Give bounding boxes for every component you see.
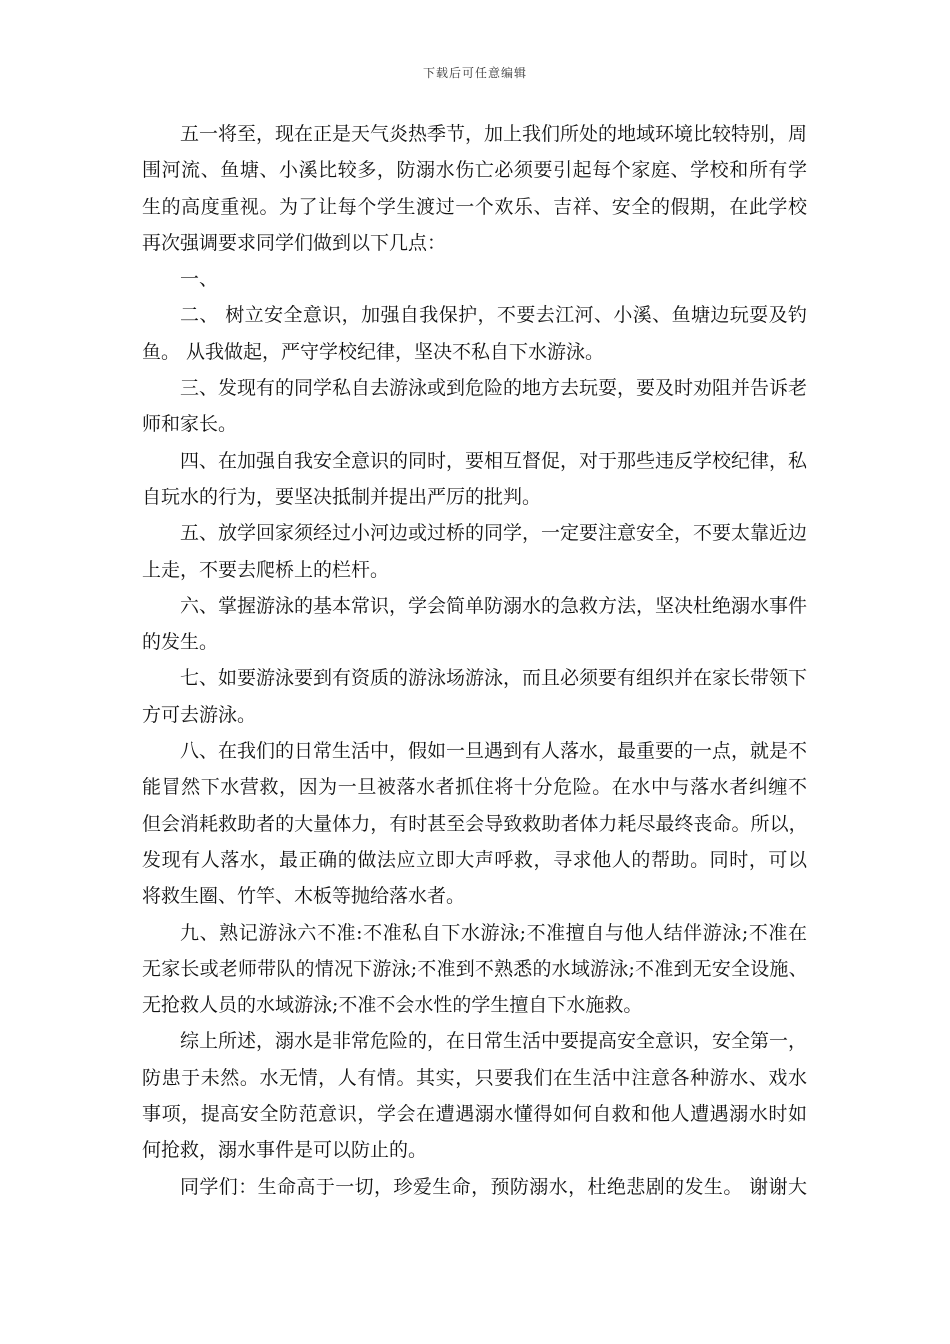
text-line: 五一将至，现在正是天气炎热季节，加上我们所处的地域环境比较特别，周 [180,123,808,145]
text-line: 的发生。 [142,631,219,654]
text-line: 将救生圈、竹竿、木板等抛给落水者。 [142,885,466,908]
text-line: 三、发现有的同学私自去游泳或到危险的地方去玩耍，要及时劝阻并告诉老 [180,377,808,400]
text-line: 八、在我们的日常生活中，假如一旦遇到有人落水，最重要的一点，就是不 [180,740,808,763]
text-line: 防患于未然。水无情，人有情。其实，只要我们在生活中注意各种游水、戏水 [142,1066,807,1089]
page-header: 下载后可任意编辑 [422,66,527,80]
text-line: 自玩水的行为，要坚决抵制并提出严厉的批判。 [142,485,542,508]
text-line: 四、在加强自我安全意识的同时，要相互督促，对于那些违反学校纪律，私 [180,449,808,472]
text-line: 事项，提高安全防范意识，学会在遭遇溺水懂得如何自救和他人遭遇溺水时如 [142,1103,807,1126]
text-line: 无家长或老师带队的情况下游泳;不准到不熟悉的水域游泳;不准到无安全设施、 [142,957,807,980]
text-line: 方可去游泳。 [142,703,257,726]
text-line: 鱼。 从我做起，严守学校纪律，坚决不私自下水游泳。 [142,340,605,363]
paragraph-intro [142,116,807,261]
text-line: 六、掌握游泳的基本常识，学会简单防溺水的急救方法，坚决杜绝溺水事件 [180,594,808,617]
text-line: 师和家长。 [142,413,238,436]
document-body [142,116,807,1205]
text-line: 上走，不要去爬桥上的栏杆。 [142,558,390,581]
text-line: 一、 [180,268,219,291]
text-line: 生的高度重视。为了让每个学生渡过一个欢乐、吉祥、安全的假期，在此学校 [142,195,807,218]
paragraph-item-7 [142,660,807,733]
text-line: 发现有人落水，最正确的做法应立即大声呼救，寻求他人的帮助。同时，可以 [142,848,807,871]
text-line: 无抢救人员的水域游泳;不准不会水性的学生擅自下水施救。 [142,994,643,1017]
text-line: 何抢救，溺水事件是可以防止的。 [142,1139,428,1162]
text-line: 再次强调要求同学们做到以下几点： [142,231,447,254]
text-line: 五、放学回家须经过小河边或过桥的同学，一定要注意安全，不要太靠近边 [180,522,808,545]
paragraph-item-6 [142,588,807,661]
text-line: 围河流、鱼塘、小溪比较多，防溺水伤亡必须要引起每个家庭、学校和所有学 [142,159,807,182]
paragraph-item-5 [142,515,807,588]
text-line: 综上所述，溺水是非常危险的，在日常生活中要提高安全意识，安全第一， [180,1030,808,1053]
paragraph-summary [142,1023,807,1168]
paragraph-item-3 [142,370,807,443]
paragraph-item-8 [142,733,807,914]
paragraph-item-4 [142,443,807,516]
text-line: 同学们：生命高于一切，珍爱生命，预防溺水，杜绝悲剧的发生。 谢谢大 [180,1175,807,1198]
text-line: 但会消耗救助者的大量体力，有时甚至会导致救助者体力耗尽最终丧命。所以， [142,812,807,835]
text-line: 七、如要游泳要到有资质的游泳场游泳，而且必须要有组织并在家长带领下 [180,667,808,690]
paragraph-closing [142,1169,807,1205]
paragraph-item-1 [142,261,807,297]
text-line: 九、熟记游泳六不准:不准私自下水游泳;不准擅自与他人结伴游泳;不准在 [180,921,807,944]
text-line: 能冒然下水营救，因为一旦被落水者抓住将十分危险。在水中与落水者纠缠不 [142,776,807,799]
paragraph-item-9 [142,915,807,1024]
paragraph-item-2 [142,297,807,370]
text-line: 二、 树立安全意识，加强自我保护，不要去江河、小溪、鱼塘边玩耍及钓 [180,304,807,327]
